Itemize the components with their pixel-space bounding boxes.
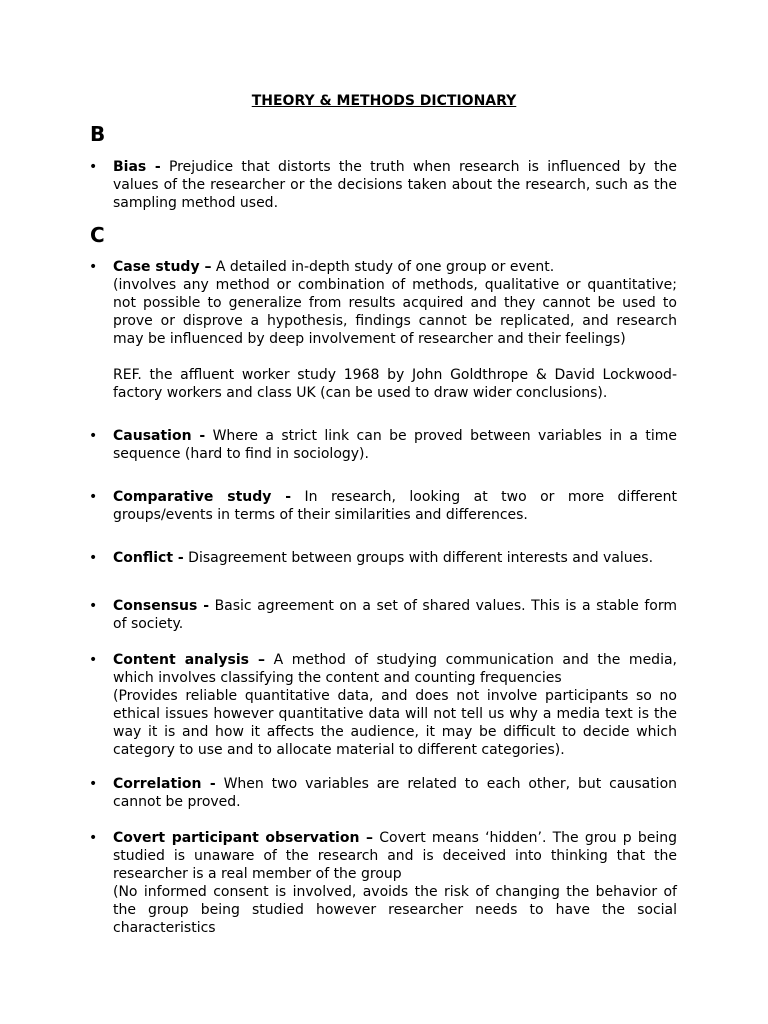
entry-term: Causation -: [113, 428, 206, 444]
entry-conflict: [89, 549, 677, 567]
bullet-icon: •: [89, 776, 98, 792]
entry-term: Comparative study -: [113, 489, 292, 505]
entry-term: Bias -: [113, 159, 161, 175]
entry-text: [113, 775, 677, 811]
entry-definition: When two variables are related to each other, but causation cannot be proved.: [113, 776, 678, 810]
bullet-icon: •: [89, 550, 98, 566]
entry-definition: Prejudice that distorts the truth when research is influenced by the values of the researcher or the decisions taken about the research, such as the sampling method used.: [113, 159, 677, 211]
entry-text: [113, 427, 677, 463]
entry-text: [113, 488, 677, 524]
entry-term: Covert participant observation –: [113, 830, 374, 846]
entry-reference: REF. the affluent worker study 1968 by John Goldthrope & David Lockwood- factory workers and class UK (can be used to draw wider conclusions).: [113, 367, 677, 401]
entry-note: (No informed consent is involved, avoids the risk of changing the behavior of the group being studied however researcher needs to have the social characteristics: [113, 884, 677, 936]
entry-text: [113, 597, 677, 633]
entry-definition: In research, looking at two or more different groups/events in terms of their similarities and differences.: [113, 489, 677, 523]
entry-text: [113, 829, 677, 883]
entry-text: [113, 258, 677, 276]
entry-comparative-study: [89, 488, 677, 524]
entry-consensus: [89, 597, 677, 633]
bullet-icon: •: [89, 428, 98, 444]
entry-text: [113, 158, 677, 212]
entry-covert-participant-observation: [89, 829, 678, 937]
entry-bias: [89, 158, 677, 212]
entry-case-study: [89, 258, 677, 402]
bullet-icon: •: [89, 830, 98, 846]
bullet-icon: •: [89, 652, 98, 668]
entry-note: (involves any method or combination of methods, qualitative or quantitative; not possible to generalize from results acquired and they cannot be used to prove or disprove a hypothesis, findings cannot be replicated, and research may be influenced by deep involvement of researcher and their feelings): [113, 277, 677, 347]
entry-causation: [89, 427, 677, 463]
entry-definition: Basic agreement on a set of shared values. This is a stable form of society.: [113, 598, 677, 632]
entry-note: (Provides reliable quantitative data, and does not involve participants so no ethical issues however quantitative data will not tell us why a media text is the way it is and how it affects the audience, it may be difficult to decide which category to use and to allocate material to different categories).: [113, 688, 677, 758]
entry-definition: A method of studying communication and the media, which involves classifying the content and counting frequencies: [113, 652, 677, 686]
section-letter-c: C: [90, 223, 105, 247]
bullet-icon: •: [89, 159, 98, 175]
entry-definition: Covert means ‘hidden’. The grou p being studied is unaware of the research and is deceived into thinking that the researcher is a real member of the group: [113, 830, 678, 882]
entry-definition: A detailed in-depth study of one group or event.: [211, 259, 555, 275]
entry-definition: Where a strict link can be proved between variables in a time sequence (hard to find in sociology).: [113, 428, 677, 462]
entry-content-analysis: [89, 651, 677, 759]
section-letter-b: B: [90, 122, 106, 146]
entry-definition: Disagreement between groups with different interests and values.: [183, 550, 654, 566]
entry-term: Conflict -: [113, 550, 184, 566]
entry-term: Case study –: [113, 259, 212, 275]
entry-term: Consensus -: [113, 598, 210, 614]
entry-text: [113, 549, 677, 567]
bullet-icon: •: [89, 489, 98, 505]
entry-text: [113, 651, 677, 687]
entry-term: Content analysis –: [113, 652, 265, 668]
entry-term: Correlation -: [113, 776, 216, 792]
bullet-icon: •: [89, 598, 98, 614]
entry-correlation: [89, 775, 678, 811]
document-title: THEORY & METHODS DICTIONARY: [251, 93, 517, 109]
bullet-icon: •: [89, 259, 98, 275]
